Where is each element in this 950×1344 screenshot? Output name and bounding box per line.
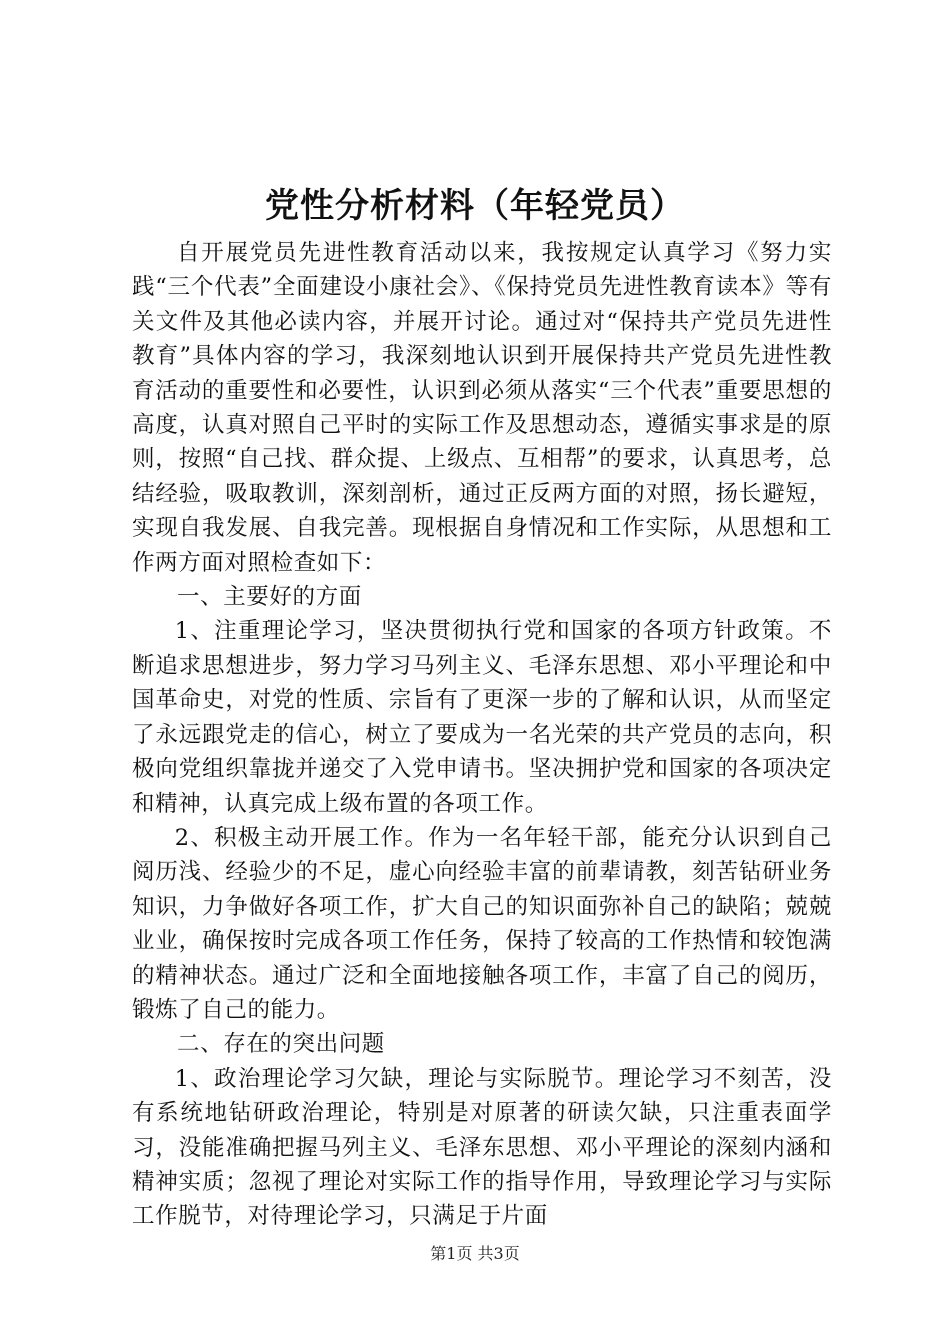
page-footer: 第1页 共3页 bbox=[430, 1244, 520, 1263]
strength-item-2: 2、积极主动开展工作。作为一名年轻干部，能充分认识到自己阅历浅、经验少的不足，虚心向经验丰富的前辈请教，刻苦钻研业务知识，力争做好各项工作，扩大自己的知识面弥补自己的缺陷；兢兢业业，确保按时完成各项工作任务，保持了较高的工作热情和较饱满的精神状态。通过广泛和全面地接触各项工作，丰富了自己的阅历，锻炼了自己的能力。 bbox=[132, 824, 832, 1023]
document-body bbox=[132, 236, 832, 1234]
section-heading-problems: 二、存在的突出问题 bbox=[177, 1031, 385, 1058]
document-title: 党性分析材料（年轻党员） bbox=[265, 186, 685, 226]
problem-item-1: 1、政治理论学习欠缺，理论与实际脱节。理论学习不刻苦，没有系统地钻研政治理论，特别是对原著的研读欠缺，只注重表面学习，没能准确把握马列主义、毛泽东思想、邓小平理论的深刻内涵和精神实质；忽视了理论对实际工作的指导作用，导致理论学习与实际工作脱节，对待理论学习，只满足于片面 bbox=[132, 1065, 832, 1230]
section-heading-strengths: 一、主要好的方面 bbox=[177, 584, 362, 611]
intro-paragraph: 自开展党员先进性教育活动以来，我按规定认真学习《努力实践“三个代表”全面建设小康社会》、《保持党员先进性教育读本》等有关文件及其他必读内容，并展开讨论。通过对“保持共产党员先进性教育”具体内容的学习，我深刻地认识到开展保持共产党员先进性教育活动的重要性和必要性，认识到必须从落实“三个代表”重要思想的高度，认真对照自己平时的实际工作及思想动态，遵循实事求是的原则，按照“自己找、群众提、上级点、互相帮”的要求，认真思考，总结经验，吸取教训，深刻剖析，通过正反两方面的对照，扬长避短，实现自我发展、自我完善。现根据自身情况和工作实际，从思想和工作两方面对照检查如下： bbox=[132, 240, 832, 576]
strength-item-1: 1、注重理论学习，坚决贯彻执行党和国家的各项方针政策。不断追求思想进步，努力学习马列主义、毛泽东思想、邓小平理论和中国革命史，对党的性质、宗旨有了更深一步的了解和认识，从而坚定了永远跟党走的信心，树立了要成为一名光荣的共产党员的志向，积极向党组织靠拢并递交了入党申请书。坚决拥护党和国家的各项决定和精神，认真完成上级布置的各项工作。 bbox=[132, 618, 832, 817]
